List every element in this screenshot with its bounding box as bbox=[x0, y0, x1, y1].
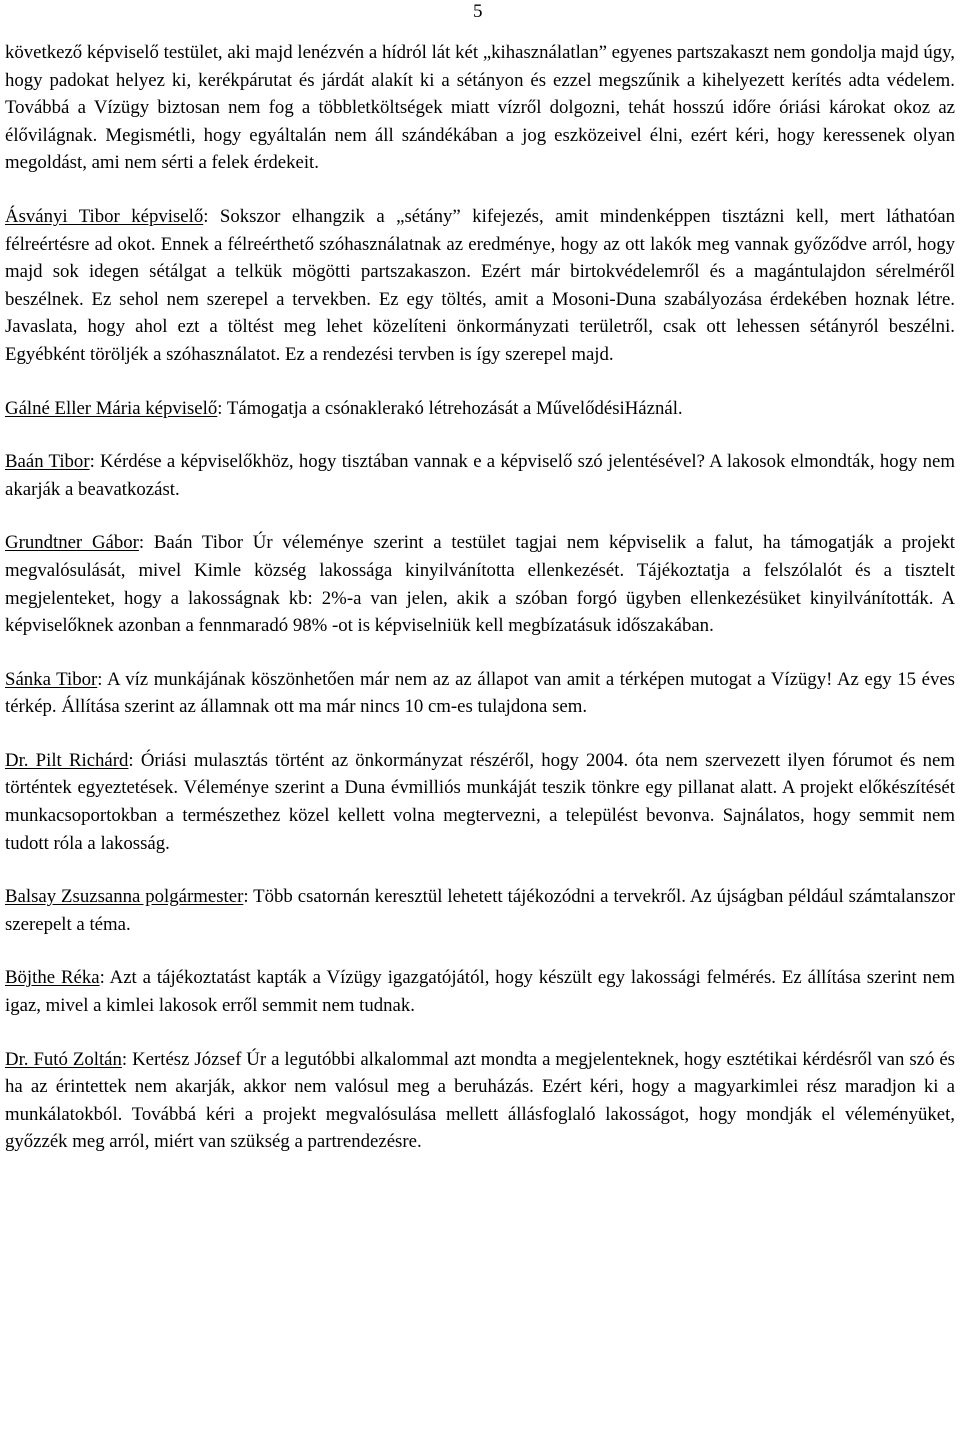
paragraph-dr-futo-zoltan bbox=[5, 1046, 955, 1156]
speaker-separator: : bbox=[128, 749, 134, 771]
speaker-separator: : bbox=[97, 668, 103, 690]
paragraph-balsay-zsuzsanna bbox=[5, 883, 955, 938]
paragraph-text: következő képviselő testület, aki majd lenézvén a hídról lát két „kihasználatlan” egyenes partszakaszt nem gondolja majd úgy, hogy padokat helyez ki, kerékpárutat és járdát alakít ki a sétányon és ezzel megszűnik a kihelyezett kerítés adta védelem. Továbbá a Vízügy biztosan nem fog a többletköltségek miatt vízről dolgozni, tehát hosszú időre óriási károkat okoz az élővilágnak. Megismétli, hogy egyáltalán nem áll szándékában a jog eszközeivel élni, ezért kéri, hogy keressenek olyan megoldást, ami nem sérti a felek érdekeit. bbox=[5, 42, 955, 174]
speaker-separator: : bbox=[121, 1048, 128, 1070]
paragraph-text: Támogatja a csónaklerakó létrehozását a MűvelődésiHáznál. bbox=[222, 397, 683, 419]
paragraph-bojthe-reka bbox=[5, 964, 955, 1019]
page-number: 5 bbox=[473, 1, 483, 22]
paragraph-galne-eller-maria bbox=[5, 395, 955, 423]
document-body bbox=[5, 39, 955, 1182]
speaker-name: Balsay Zsuzsanna polgármester bbox=[5, 886, 244, 908]
speaker-name: Gálné Eller Mária képviselő bbox=[5, 397, 218, 419]
paragraph-text: Óriási mulasztás történt az önkormányzat részéről, hogy 2004. óta nem szervezett ilyen fórumot és nem történtek egyeztetések. Véleménye szerint a Duna évmilliós munkáját teszik tönkre egy pillanat alatt. A projekt előkészítését munkacsoportokban a természethez közel kellett volna megtervezni, a települést bevonva. Sajnálatos, hogy semmit nem tudott róla a lakosság. bbox=[5, 749, 955, 854]
speaker-separator: : bbox=[89, 451, 95, 473]
speaker-name: Dr. Pilt Richárd bbox=[5, 749, 129, 771]
paragraph-text: Több csatornán keresztül lehetett tájékozódni a tervekről. Az újságban például számtalanszor szerepelt a téma. bbox=[5, 886, 955, 935]
paragraph-grundtner-gabor bbox=[5, 529, 955, 639]
paragraph-sanka-tibor bbox=[5, 666, 955, 721]
paragraph-dr-pilt-richard bbox=[5, 747, 955, 857]
speaker-name: Sánka Tibor bbox=[5, 668, 98, 690]
speaker-separator: : bbox=[217, 397, 223, 419]
speaker-name: Böjthe Réka bbox=[5, 967, 100, 989]
speaker-name: Baán Tibor bbox=[5, 451, 90, 473]
paragraph-continuation bbox=[5, 39, 955, 177]
paragraph-baan-tibor bbox=[5, 448, 955, 503]
paragraph-text: Kertész József Úr a legutóbbi alkalommal azt mondta a megjelenteknek, hogy esztétikai kérdésről van szó és ha az érintettek nem akarják, akkor nem valósul meg a beruházás. Ezért kéri, hogy a magyarkimlei rész maradjon ki a munkálatokból. Továbbá kéri a projekt megvalósulása mellett állásfoglaló lakosságot, hogy mondják el véleményüket, győzzék meg arról, miért van szükség a partrendezésre. bbox=[5, 1048, 955, 1153]
speaker-name: Dr. Futó Zoltán bbox=[5, 1048, 122, 1070]
speaker-name: Ásványi Tibor képviselő bbox=[5, 205, 204, 227]
paragraph-asvanyi-tibor bbox=[5, 203, 955, 369]
speaker-separator: : bbox=[203, 205, 209, 227]
paragraph-text: Baán Tibor Úr véleménye szerint a testület tagjai nem képviselik a falut, ha támogatják a projekt megvalósulását, mivel Kimle község lakossága kinyilvánította ellenkezését. Tájékoztatja a felszólalót és a tisztelt megjelenteket, hogy a lakosságnak kb: 2%-a van jelen, akik a szóban forgó ügyben ellenkezésüket kinyilvánították. A képviselőknek azonban a fennmaradó 98% -ot is képviselniük kell megbízatásuk időszakában. bbox=[5, 532, 955, 637]
speaker-separator: : bbox=[99, 967, 105, 989]
speaker-separator: : bbox=[243, 886, 249, 908]
paragraph-text: Sokszor elhangzik a „sétány” kifejezés, amit mindenképpen tisztázni kell, mert láthatóan félreértésre ad okot. Ennek a félreérthető szóhasználatnak az eredménye, hogy az ott lakók meg vannak győződve arról, hogy majd sok idegen sétálgat a telkük mögötti partszakaszon. Ezért már birtokvédelemről és a magántulajdon sérelméről beszélnek. Ez sehol nem szerepel a tervekben. Ez egy töltés, amit a Mosoni-Duna szabályozása érdekében hoznak létre. Javaslata, hogy ahol ezt a töltést meg lehet közelíteni önkormányzati területről, csak ott lehessen sétányról beszélni. Egyébként töröljék a szóhasználatot. Ez a rendezési tervben is így szerepel majd. bbox=[5, 205, 955, 365]
paragraph-text: Kérdése a képviselőkhöz, hogy tisztában vannak e a képviselő szó jelentésével? A lakosok elmondták, hogy nem akarják a beavatkozást. bbox=[5, 451, 955, 500]
paragraph-text: A víz munkájának köszönhetően már nem az az állapot van amit a térképen mutogat a Vízügy! Az egy 15 éves térkép. Állítása szerint az államnak ott ma már nincs 10 cm-es tulajdona sem. bbox=[5, 668, 955, 718]
paragraph-text: Azt a tájékoztatást kapták a Vízügy igazgatójától, hogy készült egy lakossági felmérés. Ez állítása szerint nem igaz, mivel a kimlei lakosok erről semmit nem tudnak. bbox=[5, 967, 955, 1017]
speaker-name: Grundtner Gábor bbox=[5, 532, 139, 554]
speaker-separator: : bbox=[138, 532, 145, 554]
